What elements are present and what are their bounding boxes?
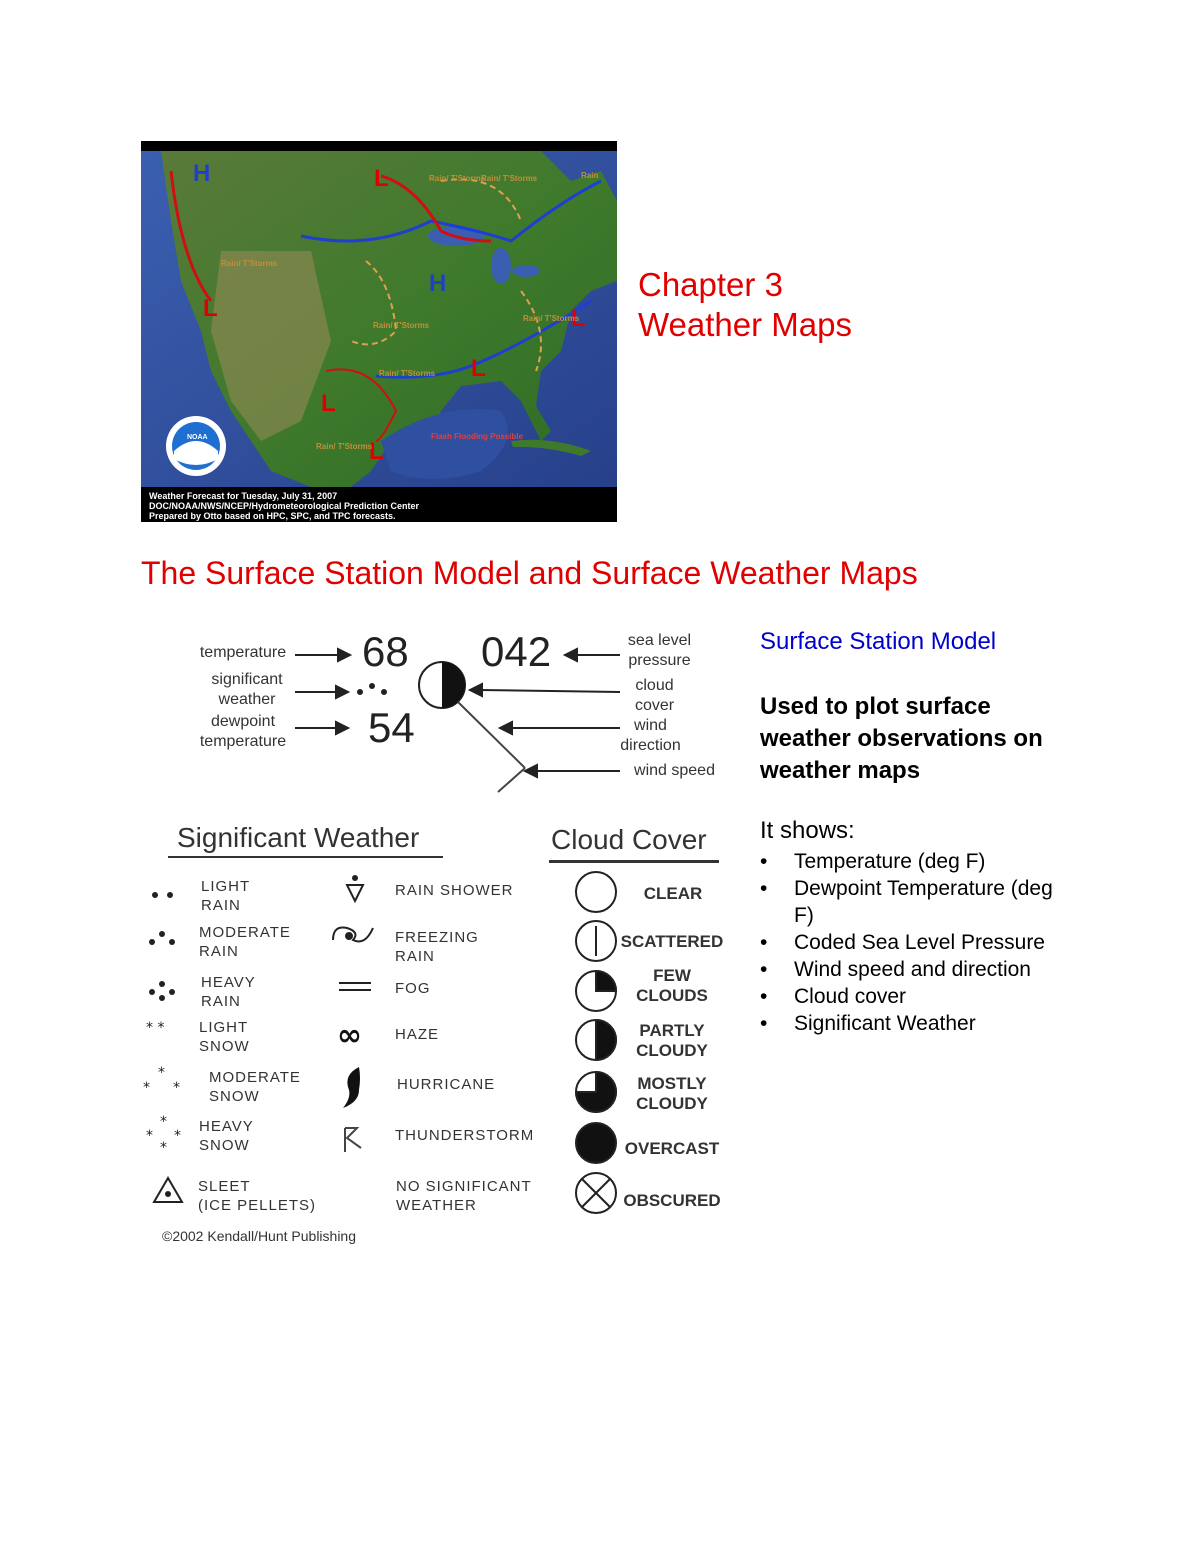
- section-title: The Surface Station Model and Surface Weather Maps: [141, 555, 918, 591]
- label-line: RAIN: [395, 948, 435, 965]
- hurricane-icon: [343, 1067, 360, 1108]
- haze-label: [395, 1025, 439, 1044]
- rain-shower-icon: [347, 875, 363, 901]
- map-weather-label: Rain/ T'Storms: [373, 321, 430, 330]
- label-line: HAZE: [395, 1026, 440, 1043]
- list-item: • Dewpoint Temperature (deg F): [760, 875, 1060, 929]
- label-line: FEW: [653, 966, 691, 985]
- haze-icon: ∞: [337, 1018, 362, 1053]
- freezing-rain-icon: [333, 928, 373, 942]
- panel-description: Used to plot surface weather observations on weather maps: [760, 693, 1043, 784]
- overcast-icon: [576, 1123, 616, 1163]
- svg-text:*: *: [173, 1080, 180, 1096]
- heavy-rain-label: [201, 973, 256, 1011]
- label-line: SNOW: [209, 1088, 260, 1105]
- noaa-logo-text: NOAA: [187, 434, 208, 441]
- moderate-rain-label: [199, 923, 291, 961]
- clear-label: [633, 884, 713, 904]
- label-line: SLEET: [198, 1178, 251, 1195]
- label-line: RAIN SHOWER: [395, 882, 514, 899]
- thunderstorm-icon: [345, 1128, 361, 1152]
- chapter-title: Weather Maps: [638, 306, 852, 343]
- label-line: HEAVY: [199, 1118, 254, 1135]
- label-line: FREEZING: [395, 929, 479, 946]
- moderate-rain-icon: [357, 683, 387, 695]
- label-line: RAIN: [201, 993, 241, 1010]
- obscured-label: [620, 1191, 724, 1211]
- svg-text:*: *: [146, 1128, 153, 1144]
- map-weather-label: Rain/ T'Storms: [481, 174, 538, 183]
- label-line: SCATTERED: [620, 932, 724, 951]
- thunderstorm-label: [395, 1126, 534, 1145]
- wind-barb-icon: [458, 702, 525, 792]
- map-weather-label: Rain/ T'Storms: [221, 259, 278, 268]
- moderate-snow-label: [209, 1068, 301, 1106]
- map-weather-label: Flash Flooding Possible: [431, 432, 524, 441]
- low-pressure-label: L: [369, 438, 384, 465]
- significant-weather-symbols-right: [325, 870, 395, 1220]
- clear-icon: [576, 872, 616, 912]
- partly-cloudy-icon: [576, 1020, 616, 1060]
- significant-weather-label-line: weather: [218, 691, 276, 708]
- list-item: • Significant Weather: [760, 1010, 1060, 1037]
- no-significant-weather-label: [396, 1177, 532, 1215]
- svg-text:*: *: [160, 1140, 167, 1156]
- label-line: LIGHT: [201, 878, 251, 895]
- label-line: RAIN: [201, 897, 241, 914]
- chapter-number: Chapter 3: [638, 266, 783, 303]
- label-line: MODERATE: [199, 924, 291, 941]
- label-line: WEATHER: [396, 1197, 477, 1214]
- svg-text:*: *: [160, 1114, 167, 1130]
- cloud-cover-label-line: cover: [634, 697, 675, 714]
- wind-speed-label: wind speed: [634, 762, 715, 779]
- map-weather-label: Rain/ T'Storms: [523, 314, 580, 323]
- label-line: HURRICANE: [397, 1076, 496, 1093]
- label-line: SNOW: [199, 1137, 250, 1154]
- low-pressure-label: L: [321, 390, 336, 417]
- overcast-label: [620, 1139, 724, 1159]
- weather-map-graphic: [141, 141, 617, 522]
- station-circle-icon: [419, 662, 465, 708]
- pressure-value: 042: [481, 628, 552, 675]
- label-line: RAIN: [199, 943, 239, 960]
- moderate-snow-icon: [143, 1065, 180, 1096]
- weather-map-image: [141, 141, 617, 522]
- cloud-cover-heading: Cloud Cover: [551, 824, 707, 855]
- map-weather-label: Rain: [581, 171, 599, 180]
- partly-cloudy-label: [632, 1021, 712, 1061]
- label-line: CLOUDY: [636, 1041, 708, 1060]
- moderate-rain-icon: [149, 931, 175, 945]
- low-pressure-label: L: [374, 165, 389, 192]
- light-rain-label: [201, 877, 250, 915]
- map-weather-label: Rain/ T'Storms: [379, 369, 436, 378]
- panel-shows-heading: It shows:: [760, 817, 855, 844]
- svg-text:*: *: [143, 1080, 150, 1096]
- mostly-cloudy-icon: [576, 1072, 616, 1112]
- high-pressure-label: H: [193, 160, 211, 187]
- hurricane-label: [397, 1075, 495, 1094]
- freezing-rain-label: [395, 928, 479, 966]
- copyright-notice: ©2002 Kendall/Hunt Publishing: [162, 1228, 357, 1244]
- temperature-label: temperature: [199, 644, 287, 661]
- dewpoint-label-line: temperature: [199, 733, 287, 750]
- mostly-cloudy-label: [632, 1074, 712, 1114]
- map-caption-line: Weather Forecast for Tuesday, July 31, 2007: [149, 491, 338, 501]
- light-snow-icon: * *: [146, 1020, 165, 1036]
- svg-text:*: *: [174, 1128, 181, 1144]
- scattered-icon: [576, 921, 616, 961]
- label-line: LIGHT: [199, 1019, 249, 1036]
- sleet-icon: [154, 1178, 182, 1202]
- sleet-label: [198, 1177, 316, 1215]
- list-item: • Coded Sea Level Pressure: [760, 929, 1060, 956]
- heavy-rain-icon: [149, 981, 175, 1001]
- heavy-snow-label: [199, 1117, 254, 1155]
- temperature-value: 68: [362, 628, 409, 675]
- label-line: CLOUDY: [636, 1094, 708, 1113]
- significant-weather-underline: [168, 856, 443, 858]
- map-caption-line: Prepared by Otto based on HPC, SPC, and TPC forecasts.: [149, 511, 396, 521]
- wind-direction-label-line: direction: [620, 737, 681, 754]
- cloud-cover-underline: [549, 860, 719, 863]
- fog-label: [395, 979, 431, 998]
- few-clouds-icon: [576, 971, 616, 1011]
- few-clouds-label: [632, 966, 712, 1006]
- map-weather-label: Rain/ T'Storms: [429, 174, 486, 183]
- label-line: SNOW: [199, 1038, 250, 1055]
- label-line: CLOUDS: [636, 986, 708, 1005]
- label-line: CLEAR: [643, 884, 703, 903]
- low-pressure-label: L: [203, 295, 218, 322]
- rain-shower-label: [395, 881, 514, 900]
- label-line: OBSCURED: [623, 1191, 721, 1210]
- list-item: • Temperature (deg F): [760, 848, 1060, 875]
- label-line: PARTLY: [639, 1021, 705, 1040]
- panel-title: Surface Station Model: [760, 628, 997, 655]
- significant-weather-heading: Significant Weather: [177, 822, 420, 853]
- significant-weather-label-line: significant: [211, 671, 283, 688]
- label-line: THUNDERSTORM: [395, 1127, 535, 1144]
- sea-level-pressure-label-line: sea level: [627, 632, 692, 649]
- obscured-icon: [576, 1173, 616, 1213]
- dewpoint-value: 54: [368, 704, 415, 751]
- heavy-snow-icon: [146, 1114, 181, 1156]
- cloud-cover-symbols: [570, 868, 625, 1218]
- wind-direction-label-line: wind: [634, 717, 667, 734]
- map-caption-line: DOC/NOAA/NWS/NCEP/Hydrometeorological Prediction Center: [149, 501, 420, 511]
- light-snow-label: [199, 1018, 250, 1056]
- label-line: OVERCAST: [624, 1139, 720, 1158]
- fog-icon: [339, 983, 371, 990]
- high-pressure-label: H: [429, 270, 447, 297]
- svg-text:*: *: [158, 1065, 165, 1081]
- list-item: • Cloud cover: [760, 983, 1060, 1010]
- map-weather-label: Rain/ T'Storms: [316, 442, 373, 451]
- low-pressure-label: L: [571, 305, 586, 332]
- low-pressure-label: L: [471, 355, 486, 382]
- label-line: HEAVY: [201, 974, 256, 991]
- sea-level-pressure-label-line: pressure: [628, 652, 691, 669]
- label-line: MOSTLY: [637, 1074, 707, 1093]
- dewpoint-label-line: dewpoint: [210, 713, 276, 730]
- label-line: FOG: [395, 980, 431, 997]
- list-item: • Wind speed and direction: [760, 956, 1060, 983]
- cloud-cover-label-line: cloud: [635, 677, 674, 694]
- shows-list: [760, 848, 1060, 1037]
- label-line: (ICE PELLETS): [198, 1197, 317, 1214]
- noaa-logo-icon: [166, 416, 226, 476]
- label-line: MODERATE: [209, 1069, 301, 1086]
- light-rain-icon: [152, 892, 173, 898]
- label-line: NO SIGNIFICANT: [396, 1178, 532, 1195]
- scattered-label: [616, 932, 728, 952]
